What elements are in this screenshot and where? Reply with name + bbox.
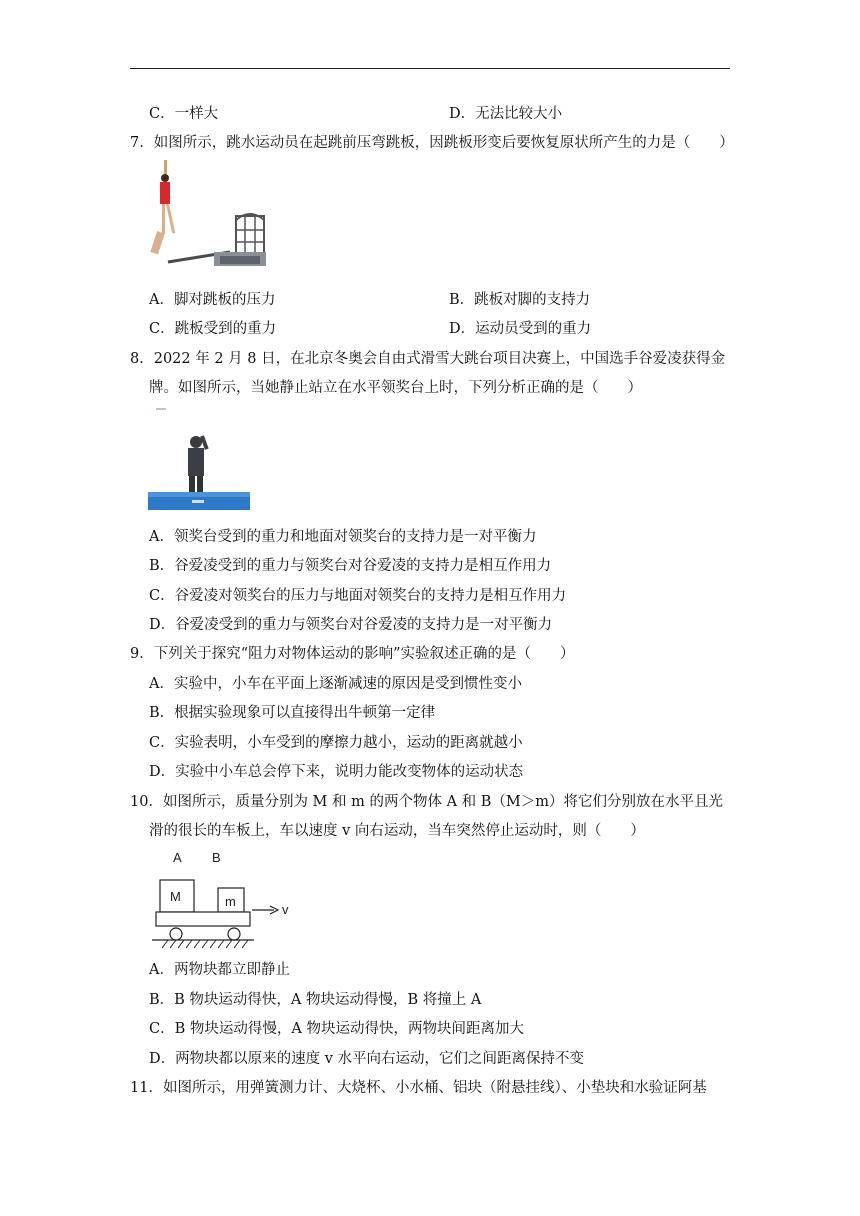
- prev-option-d: D．无法比较大小: [449, 106, 563, 122]
- q7-stem: 7．如图所示，跳水运动员在起跳前压弯跳板，因跳板形变后要恢复原状所产生的力是（ ）: [130, 135, 734, 151]
- q9-option-c: C．实验表明，小车受到的摩擦力越小，运动的距离就越小: [149, 735, 523, 751]
- q7-option-b: B．跳板对脚的支持力: [449, 292, 591, 308]
- q9-stem: 9．下列关于探究“阻力对物体运动的影响”实验叙述正确的是（ ）: [130, 646, 575, 662]
- q10-option-b: B．B 物块运动得快，A 物块运动得慢，B 将撞上 A: [149, 992, 482, 1008]
- cart-figure: [150, 848, 300, 952]
- block-m-small-label: m: [225, 894, 236, 909]
- q8-stem-line2: 牌。如图所示，当她静止站立在水平领奖台上时，下列分析正确的是（ ）: [149, 380, 642, 396]
- q8-option-b: B．谷爱凌受到的重力与领奖台对谷爱凌的支持力是相互作用力: [149, 558, 552, 574]
- q8-stem-line1: 8．2022 年 2 月 8 日，在北京冬奥会自由式滑雪大跳台项目决赛上，中国选手谷爱凌获得金: [130, 351, 726, 367]
- cart-label-a: A: [173, 850, 182, 865]
- q9-option-b: B．根据实验现象可以直接得出牛顿第一定律: [149, 705, 436, 721]
- q10-stem-line2: 滑的很长的车板上，车以速度 v 向右运动，当车突然停止运动时，则（ ）: [149, 823, 645, 839]
- q7-option-c: C．跳板受到的重力: [149, 321, 277, 337]
- q7-option-a: A．脚对跳板的压力: [149, 292, 276, 308]
- q8-option-d: D．谷爱凌受到的重力与领奖台对谷爱凌的支持力是一对平衡力: [149, 617, 553, 633]
- cart-wheel: [170, 928, 182, 940]
- diver-figure: [150, 160, 270, 268]
- q10-option-a: A．两物块都立即静止: [149, 962, 290, 978]
- q7-option-d: D．运动员受到的重力: [449, 321, 592, 337]
- q9-option-d: D．实验中小车总会停下来，说明力能改变物体的运动状态: [149, 764, 524, 780]
- q11-stem-line1: 11．如图所示，用弹簧测力计、大烧杯、小水桶、铝块（附悬挂线）、小垫块和水验证阿基: [130, 1080, 707, 1096]
- q10-stem-line1: 10．如图所示，质量分别为 M 和 m 的两个物体 A 和 B（M＞m）将它们分别放在水平且光: [130, 794, 724, 810]
- q8-option-a: A．领奖台受到的重力和地面对领奖台的支持力是一对平衡力: [149, 529, 537, 545]
- q10-option-d: D．两物块都以原来的速度 v 水平向右运动，它们之间距离保持不变: [149, 1051, 585, 1067]
- q10-option-c: C．B 物块运动得慢，A 物块运动得快，两物块间距离加大: [149, 1021, 524, 1037]
- podium-figure: [148, 406, 250, 512]
- cart-body: [156, 912, 250, 926]
- q9-option-a: A．实验中，小车在平面上逐渐减速的原因是受到惯性变小: [149, 676, 522, 692]
- header-rule: [130, 68, 730, 69]
- cart-label-b: B: [212, 850, 221, 865]
- q8-option-c: C．谷爱凌对领奖台的压力与地面对领奖台的支持力是相互作用力: [149, 588, 567, 604]
- block-m-large-label: M: [170, 889, 181, 904]
- velocity-label: v: [282, 902, 289, 917]
- cart-wheel: [228, 928, 240, 940]
- prev-option-c: C．一样大: [149, 106, 219, 122]
